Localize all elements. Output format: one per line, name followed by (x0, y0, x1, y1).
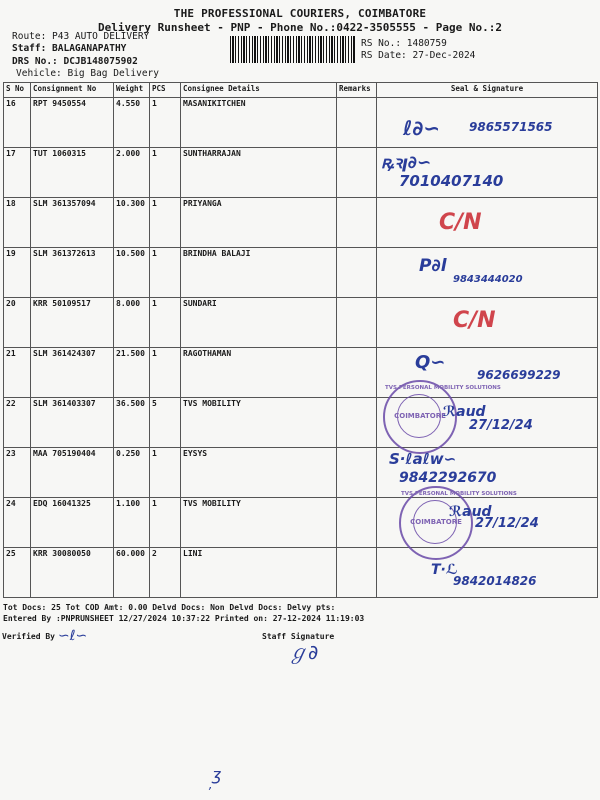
row-consignee: EYSYS (181, 448, 337, 498)
row-sno: 22 (4, 398, 31, 448)
row-sno: 18 (4, 198, 31, 248)
col-header-consignee: Consignee Details (181, 83, 337, 98)
staff-label: Staff: BALAGANAPATHY (12, 43, 127, 54)
row-pcs: 1 (150, 498, 181, 548)
handwritten-cn-mark: C/N (439, 210, 482, 235)
row-consignment: SLM 361424307 (31, 348, 114, 398)
verifier-signature-icon: ∽ℓ∽ (58, 628, 88, 644)
col-header-consignment: Consignment No (31, 83, 114, 98)
runsheet-table (3, 82, 598, 598)
signature-scribble-icon: ℓ∂∽ (403, 116, 441, 140)
row-signature (377, 491, 598, 548)
row-weight: 10.500 (114, 248, 150, 298)
col-header-signature: Seal & Signature (377, 83, 598, 98)
col-header-weight: Weight (114, 83, 150, 98)
row-remarks (337, 298, 377, 348)
route-label: Route: P43 AUTO DELIVERY (12, 31, 150, 42)
handwritten-cn-mark: C/N (453, 308, 496, 333)
row-pcs: 1 (150, 348, 181, 398)
row-consignment: SLM 361357094 (31, 198, 114, 248)
stamp-center-text: COIMBATORE (394, 412, 446, 420)
verified-by-label: Verified By (2, 632, 55, 641)
row-weight: 1.100 (114, 498, 150, 548)
row-signature (377, 198, 598, 248)
row-signature (377, 448, 598, 498)
row-signature (377, 385, 598, 448)
row-signature (377, 98, 598, 148)
table-header-row (4, 83, 598, 98)
row-consignee: SUNTHARRAJAN (181, 148, 337, 198)
row-sno: 20 (4, 298, 31, 348)
row-weight: 36.500 (114, 398, 150, 448)
table-row (4, 298, 598, 348)
signature-scribble-icon: P∂ⅼ (419, 256, 447, 276)
row-consignee: TVS MOBILITY (181, 498, 337, 548)
row-weight: 21.500 (114, 348, 150, 398)
row-sno: 16 (4, 98, 31, 148)
row-weight: 0.250 (114, 448, 150, 498)
handwritten-date: 27/12/24 (469, 418, 533, 433)
row-remarks (337, 98, 377, 148)
handwritten-phone: 9626699229 (477, 368, 561, 382)
table-row (4, 548, 598, 598)
row-remarks (337, 498, 377, 548)
row-weight: 2.000 (114, 148, 150, 198)
row-signature (377, 298, 598, 348)
row-consignment: KRR 30080050 (31, 548, 114, 598)
rs-date: RS Date: 27-Dec-2024 (361, 50, 476, 61)
signature-scribble-icon: S·ℓaℓw∽ (389, 450, 457, 468)
row-remarks (337, 548, 377, 598)
handwritten-phone: 9842014826 (453, 574, 537, 588)
signature-scribble-icon: ℛaud (449, 504, 492, 520)
col-header-remarks: Remarks (337, 83, 377, 98)
row-weight: 8.000 (114, 298, 150, 348)
signature-scribble-icon: Q∽ (415, 352, 446, 373)
row-pcs: 1 (150, 248, 181, 298)
row-sno: 25 (4, 548, 31, 598)
drs-number: DRS No.: DCJB148075902 (12, 56, 138, 67)
row-pcs: 1 (150, 298, 181, 348)
row-consignee: SUNDARI (181, 298, 337, 348)
col-header-pcs: PCS (150, 83, 181, 98)
staff-signature-label: Staff Signature (262, 632, 335, 641)
table-row (4, 348, 598, 398)
ink-mark-icon: ʼ (208, 785, 212, 799)
handwritten-phone: 9842292670 (399, 470, 497, 486)
handwritten-date: 27/12/24 (475, 516, 539, 531)
row-weight: 10.300 (114, 198, 150, 248)
company-title: THE PROFESSIONAL COURIERS, COIMBATORE (173, 7, 427, 20)
ink-mark-icon: ʒ (212, 765, 222, 784)
row-consignment: MAA 705190404 (31, 448, 114, 498)
totals-line: Tot Docs: 25 Tot COD Amt: 0.00 Delvd Docs: Non Delvd Docs: Delvy pts: (3, 603, 336, 612)
vehicle-label: Vehicle: Big Bag Delivery (16, 68, 159, 79)
row-consignment: EDQ 16041325 (31, 498, 114, 548)
table-row (4, 398, 598, 448)
row-remarks (337, 398, 377, 448)
row-pcs: 1 (150, 198, 181, 248)
signature-scribble-icon: ℛaud (443, 404, 486, 420)
staff-signature-icon: ℊ∂ (288, 640, 319, 664)
row-consignee: LINI (181, 548, 337, 598)
signature-scribble-icon: T·ℒ (431, 562, 458, 578)
table-row (4, 148, 598, 198)
table-row (4, 248, 598, 298)
row-pcs: 1 (150, 448, 181, 498)
table-row (4, 198, 598, 248)
handwritten-phone: 9865571565 (469, 120, 553, 134)
table-row (4, 98, 598, 148)
row-remarks (337, 348, 377, 398)
table-row (4, 498, 598, 548)
row-signature (377, 248, 598, 298)
entered-printed-line: Entered By :PNPRUNSHEET 12/27/2024 10:37:22 Printed on: 27-12-2024 11:19:03 (3, 614, 365, 623)
row-consignment: KRR 50109517 (31, 298, 114, 348)
handwritten-phone: 9843444020 (453, 274, 523, 285)
stamp-top-text: TVS PERSONAL MOBILITY SOLUTIONS (385, 385, 501, 391)
stamp-top-text: TVS PERSONAL MOBILITY SOLUTIONS (401, 491, 517, 497)
row-consignee: PRIYANGA (181, 198, 337, 248)
row-sno: 17 (4, 148, 31, 198)
row-consignee: RAGOTHAMAN (181, 348, 337, 398)
row-consignment: SLM 361372613 (31, 248, 114, 298)
row-weight: 4.550 (114, 98, 150, 148)
signature-scribble-icon: ꝶꝛꞁ∂∽ (381, 153, 432, 173)
table-row (4, 448, 598, 498)
row-remarks (337, 148, 377, 198)
rs-number: RS No.: 1480759 (361, 38, 447, 49)
row-sno: 19 (4, 248, 31, 298)
row-pcs: 1 (150, 148, 181, 198)
row-signature (377, 148, 598, 198)
row-pcs: 1 (150, 98, 181, 148)
row-weight: 60.000 (114, 548, 150, 598)
handwritten-phone: 7010407140 (399, 172, 504, 190)
col-header-sno: S No (4, 83, 31, 98)
row-consignment: RPT 9450554 (31, 98, 114, 148)
row-pcs: 2 (150, 548, 181, 598)
row-remarks (337, 248, 377, 298)
stamp-center-text: COIMBATORE (410, 518, 462, 526)
row-pcs: 5 (150, 398, 181, 448)
row-consignee: TVS MOBILITY (181, 398, 337, 448)
row-sno: 24 (4, 498, 31, 548)
runsheet-subtitle: Delivery Runsheet - PNP - Phone No.:0422-3505555 - Page No.:2 (98, 21, 502, 34)
row-sno: 21 (4, 348, 31, 398)
row-consignee: MASANIKITCHEN (181, 98, 337, 148)
row-signature (377, 548, 598, 598)
row-sno: 23 (4, 448, 31, 498)
row-remarks (337, 198, 377, 248)
row-consignment: SLM 361403307 (31, 398, 114, 448)
row-remarks (337, 448, 377, 498)
row-consignee: BRINDHA BALAJI (181, 248, 337, 298)
barcode-icon (230, 36, 356, 63)
row-consignment: TUT 1060315 (31, 148, 114, 198)
